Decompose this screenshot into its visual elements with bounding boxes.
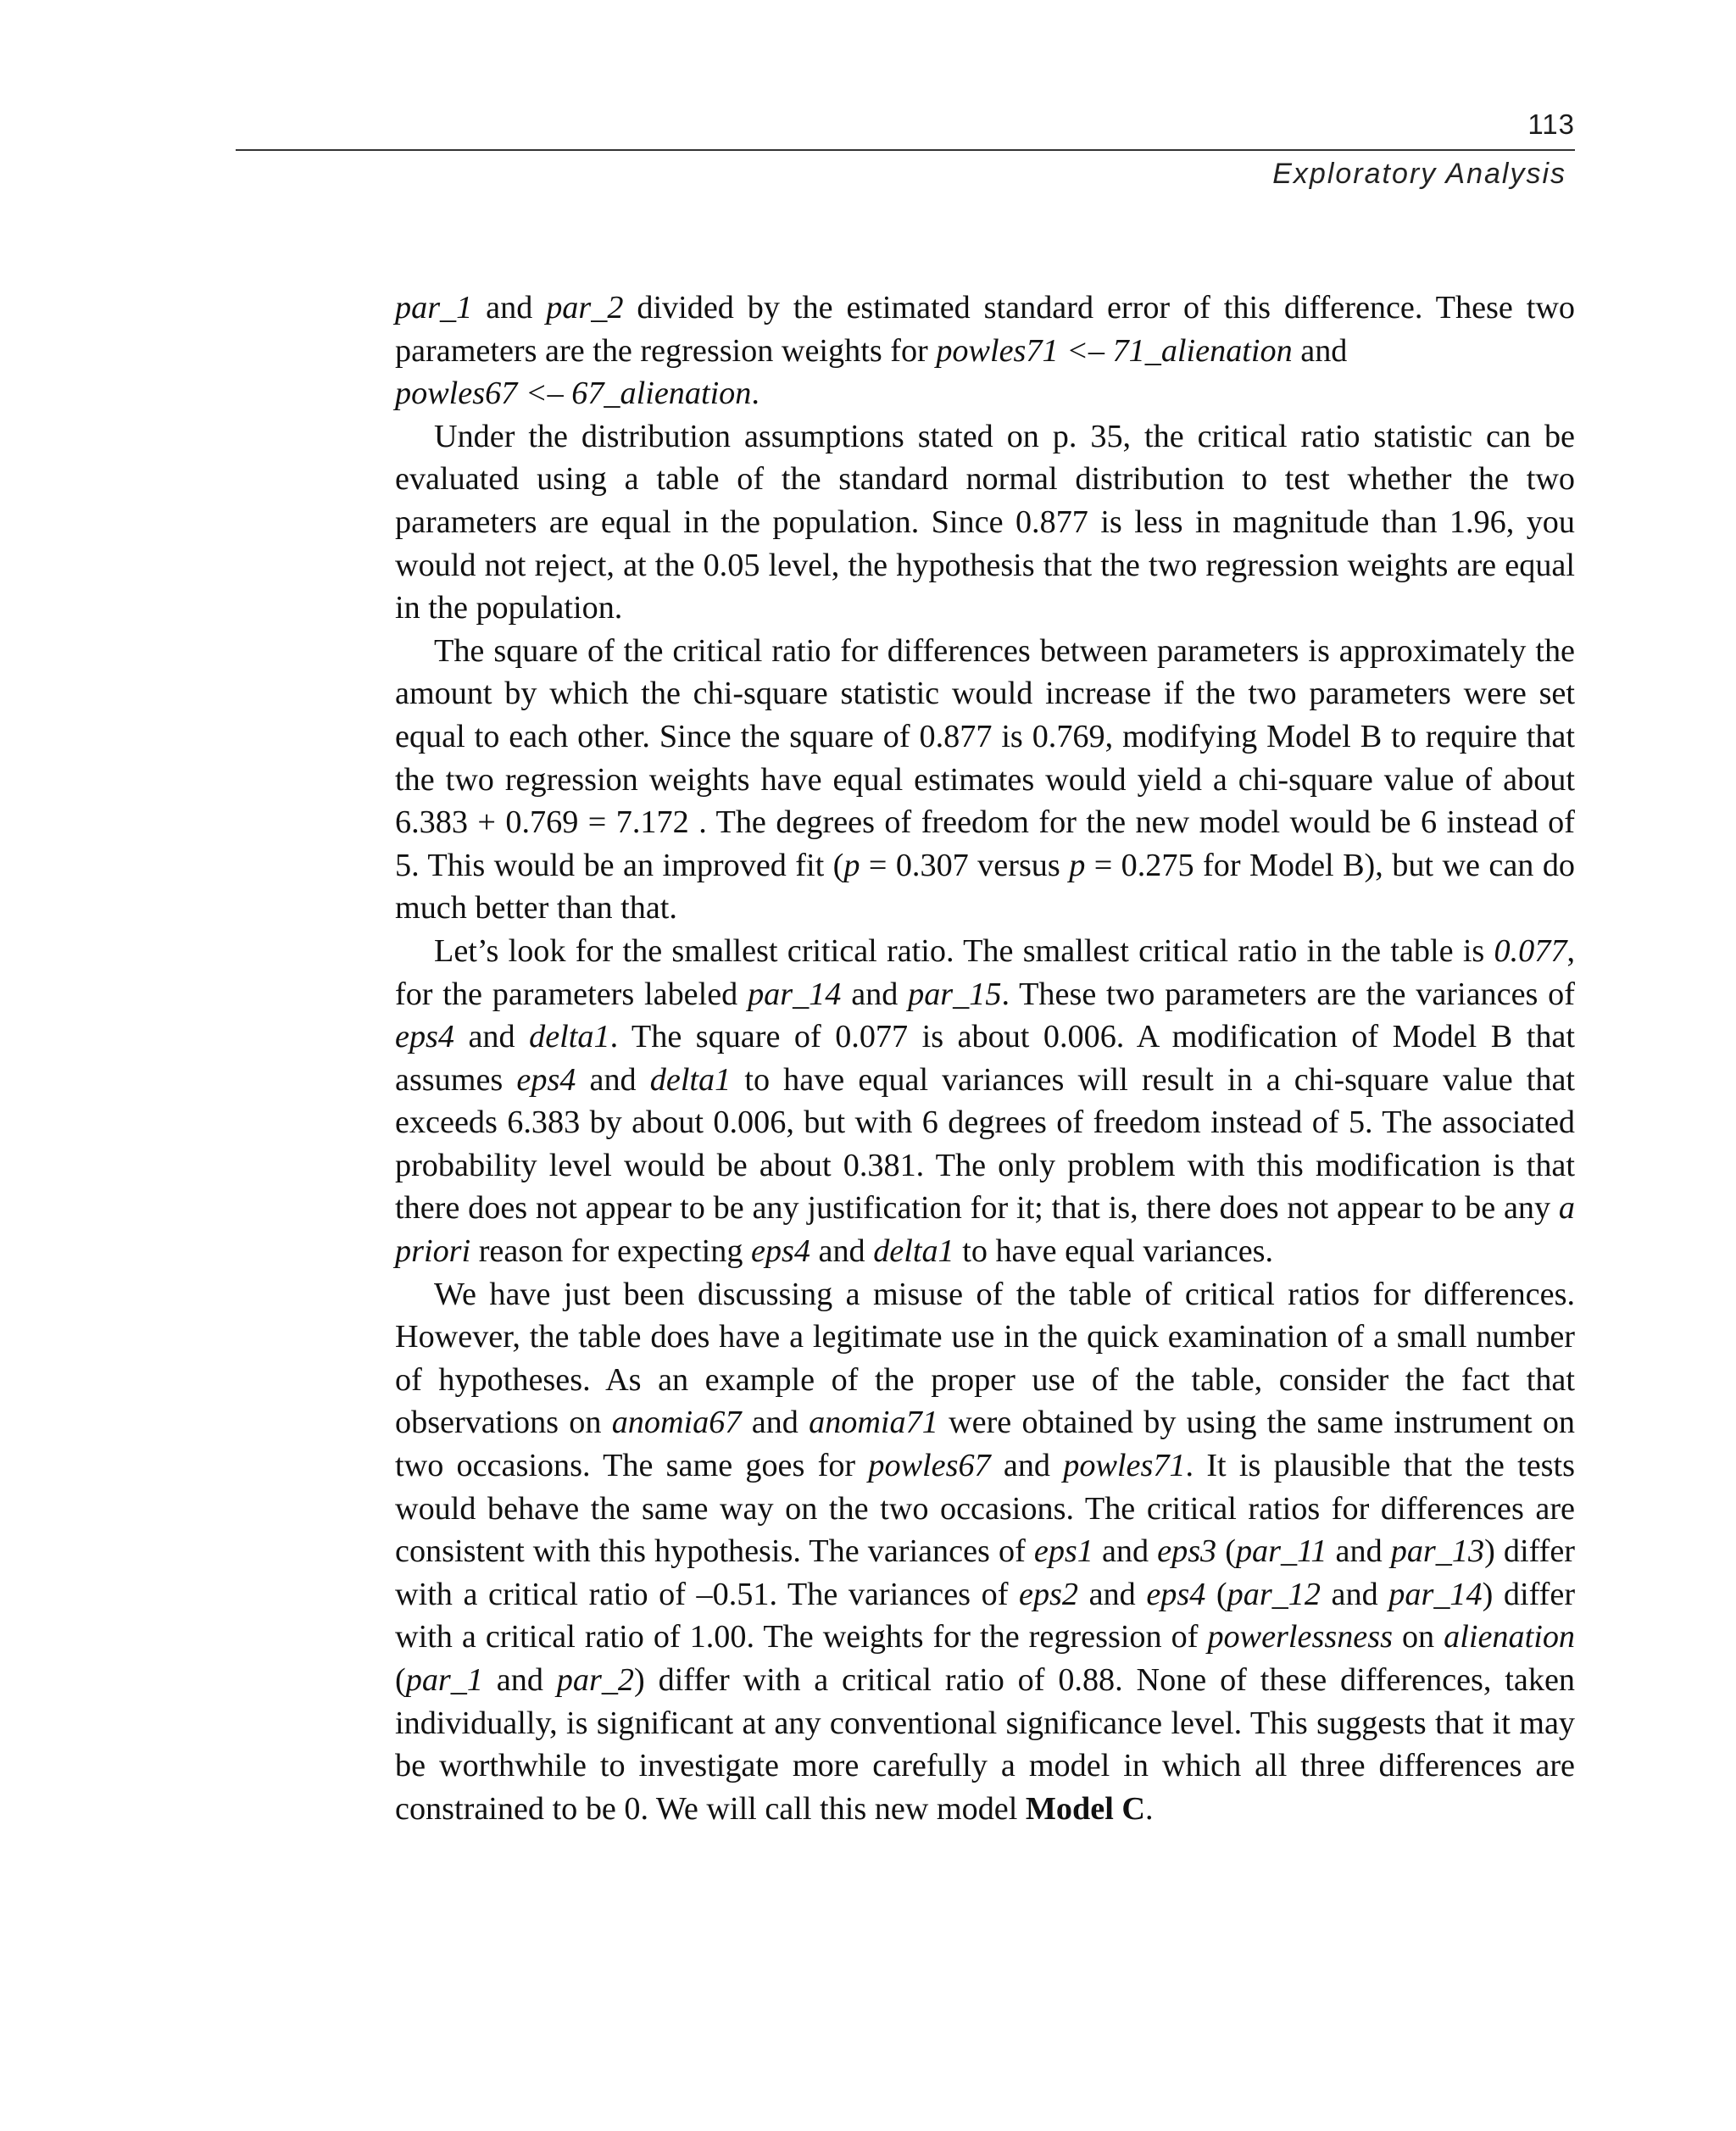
text-run: . bbox=[1144, 1790, 1154, 1827]
text-run: and bbox=[454, 1019, 530, 1055]
text-run: and bbox=[1320, 1576, 1389, 1612]
page-number: 113 bbox=[1527, 108, 1575, 140]
paragraph-3 bbox=[395, 630, 1575, 930]
text-run: reason for expecting bbox=[470, 1233, 751, 1270]
param-term: par_13 bbox=[1390, 1533, 1485, 1570]
equation: 6.383 + 0.769 = 7.172 bbox=[395, 804, 689, 841]
param-term: par_2 bbox=[556, 1662, 635, 1698]
text-run: divided by the estimated standard error of this difference. These two parameters are the regression weights for bbox=[395, 290, 1576, 369]
text-run: and bbox=[1093, 1533, 1158, 1570]
model-name: Model C bbox=[1025, 1790, 1145, 1827]
latin-term: a priori bbox=[395, 1190, 1575, 1270]
paragraph-1 bbox=[395, 287, 1575, 415]
param-term: par_2 bbox=[546, 290, 624, 325]
running-head: Exploratory Analysis bbox=[1272, 158, 1566, 190]
text-run: . The degrees of freedom for the new model would be 6 instead of 5. This would be an improved fit ( bbox=[395, 804, 1575, 883]
text-run: and bbox=[472, 290, 547, 325]
variable-term: anomia71 bbox=[809, 1405, 938, 1441]
paragraph-2 bbox=[395, 415, 1575, 630]
variable-term: alienation bbox=[1444, 1619, 1576, 1655]
variable-term: powles71 bbox=[1063, 1448, 1186, 1484]
param-term: par_14 bbox=[748, 976, 842, 1012]
text-run: . The square of 0.077 is about 0.006. A modification of Model B that assumes bbox=[395, 1019, 1575, 1098]
text-run: and bbox=[841, 976, 909, 1012]
variable-term: eps4 bbox=[395, 1019, 454, 1055]
variable-term: eps4 bbox=[1146, 1576, 1206, 1612]
variable-term: delta1 bbox=[873, 1233, 954, 1270]
paragraph-4 bbox=[395, 930, 1575, 1273]
variable-term: eps2 bbox=[1019, 1576, 1078, 1612]
text-run: and bbox=[810, 1233, 874, 1270]
text-run: were obtained by using the same instrument on two occasions. The same goes for bbox=[395, 1405, 1576, 1484]
text-run: , for the parameters labeled bbox=[395, 932, 1575, 1012]
header-rule bbox=[236, 149, 1575, 151]
variable-term: delta1 bbox=[529, 1019, 610, 1055]
math-value: = 0.307 bbox=[860, 847, 969, 883]
text-run: The square of the critical ratio for differences between parameters is approximately the amount by which the chi-square statistic would increase if the two parameters were set equal to each other. Since the square of 0.877 is 0.769, modifying Model B to require that the two regression weights have equal estimates would yield a chi-square value of about bbox=[395, 632, 1575, 798]
text-run: . bbox=[751, 376, 760, 412]
math-value: = 0.275 bbox=[1085, 847, 1194, 883]
text-run: ) differ with a critical ratio of 0.88. None of these differences, taken individually, is significant at any conventional significance level. This suggests that it may be worthwhile to investigate more carefully a model in which all three differences are constrained to be 0. We will call this new model bbox=[395, 1662, 1575, 1827]
text-run: ( bbox=[1205, 1576, 1227, 1612]
text-run: ( bbox=[1216, 1533, 1236, 1570]
path-term: powles67 <– 67_alienation bbox=[395, 376, 752, 412]
text-run: Let’s look for the smallest critical ratio. The smallest critical ratio in the table is bbox=[434, 932, 1494, 969]
variable-term: powerlessness bbox=[1207, 1619, 1393, 1655]
text-run: . It is plausible that the tests would behave the same way on the two occasions. The critical ratios for differences are consistent with this hypothesis. The variances of bbox=[395, 1448, 1575, 1570]
text-run: ) differ with a critical ratio of –0.51. The variances of bbox=[395, 1533, 1575, 1612]
paragraph-5 bbox=[395, 1273, 1575, 1831]
text-run: to have equal variances will result in a chi-square value that exceeds 6.383 by about 0.006, but with 6 degrees of freedom instead of 5. The associated probability level would be about 0.381. The only problem with this modification is that there does not appear to be any justification for it; that is, there does not appear to be any bbox=[395, 1061, 1576, 1227]
param-term: par_11 bbox=[1235, 1533, 1327, 1570]
param-term: par_12 bbox=[1227, 1576, 1321, 1612]
text-run: and bbox=[741, 1405, 810, 1441]
math-variable: p bbox=[843, 847, 860, 883]
param-term: par_15 bbox=[908, 976, 1002, 1012]
variable-term: delta1 bbox=[649, 1061, 732, 1098]
text-run: and bbox=[1327, 1533, 1391, 1570]
param-term: par_14 bbox=[1388, 1576, 1483, 1612]
variable-term: powles67 bbox=[868, 1448, 991, 1484]
text-run: and bbox=[1292, 332, 1348, 369]
text-run: . These two parameters are the variances of bbox=[1001, 976, 1575, 1012]
text-run: and bbox=[990, 1448, 1064, 1484]
path-term: powles71 <– 71_alienation bbox=[936, 332, 1293, 369]
text-run: and bbox=[482, 1662, 557, 1698]
text-run: to have equal variances. bbox=[954, 1233, 1274, 1270]
variable-term: anomia67 bbox=[611, 1405, 742, 1441]
variable-term: eps4 bbox=[750, 1233, 810, 1270]
text-run: ) differ with a critical ratio of 1.00. The weights for the regression of bbox=[395, 1576, 1576, 1655]
text-run: Under the distribution assumptions stated on p. 35, the critical ratio statistic can be evaluated using a table of the standard normal distribution to test whether the two parameters are equal in the population. Since 0.877 is less in magnitude than 1.96, you would not reject, at the 0.05 level, the hypothesis that the two regression weights are equal in the population. bbox=[395, 418, 1575, 626]
text-run: and bbox=[576, 1061, 650, 1098]
text-run: and bbox=[1078, 1576, 1147, 1612]
math-variable: p bbox=[1069, 847, 1086, 883]
variable-term: eps3 bbox=[1157, 1533, 1217, 1570]
text-run: on bbox=[1392, 1619, 1444, 1655]
text-run: We have just been discussing a misuse of the table of critical ratios for differences. However, the table does have a legitimate use in the quick examination of a small number of hypotheses. As an example of the proper use of the table, consider the fact that observations on bbox=[395, 1276, 1575, 1441]
value-term: 0.077 bbox=[1494, 932, 1567, 969]
variable-term: eps1 bbox=[1033, 1533, 1093, 1570]
variable-term: eps4 bbox=[516, 1061, 576, 1098]
param-term: par_1 bbox=[405, 1662, 483, 1698]
text-run: versus bbox=[968, 847, 1070, 883]
text-run: for Model B), but we can do much better than that. bbox=[395, 847, 1576, 926]
param-term: par_1 bbox=[395, 290, 473, 325]
body-text bbox=[395, 287, 1575, 1830]
text-run: ( bbox=[395, 1662, 406, 1698]
